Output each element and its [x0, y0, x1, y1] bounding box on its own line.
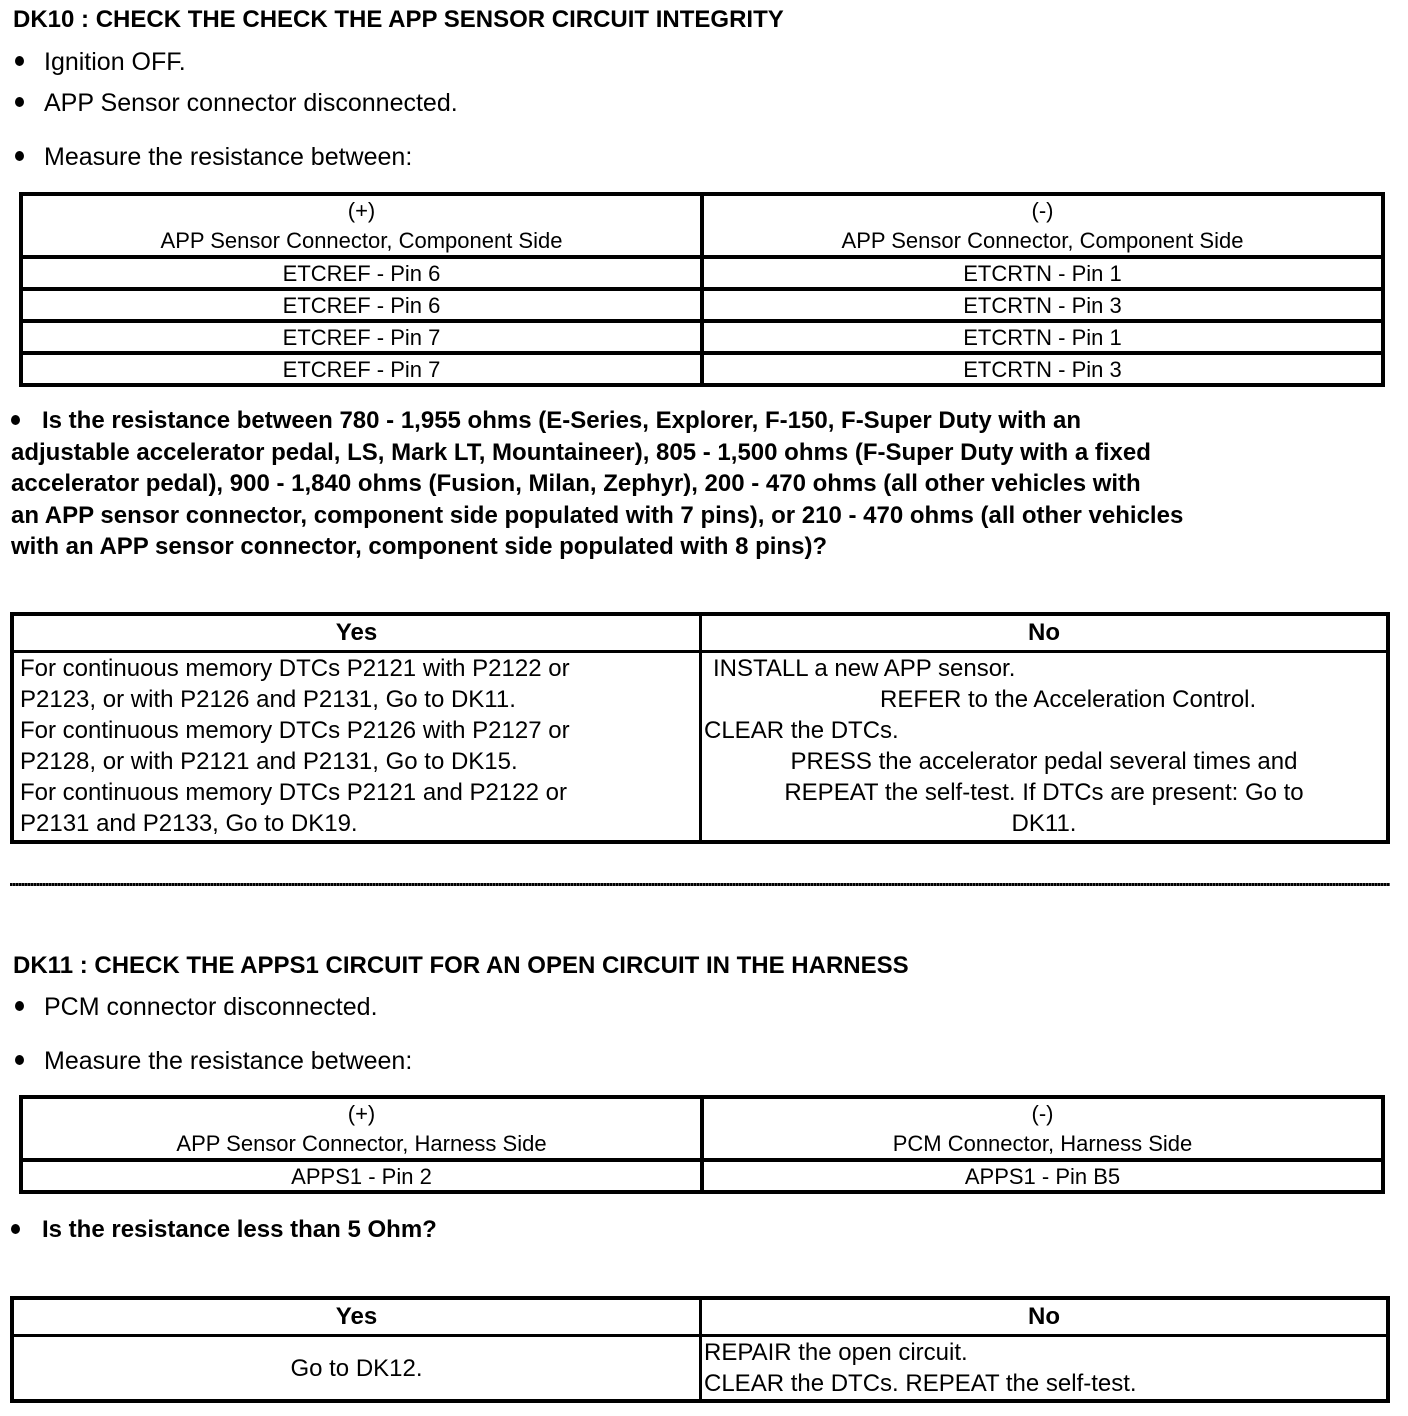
dk10-result-table — [10, 612, 1390, 844]
table-cell: ETCREF - Pin 7 — [23, 323, 700, 351]
table-cell: ETCREF - Pin 6 — [23, 259, 700, 287]
table-header-positive: (+) APP Sensor Connector, Component Side — [23, 196, 700, 255]
yes-cell: For continuous memory DTCs P2121 with P2122 or P2123, or with P2126 and P2131, Go to DK11. For continuous memory DTCs P2126 with P2127 or P2128, or with P2121 and P2131, Go to DK15. For continuous memory DTCs P2121 and P2122 or P2131 and P2133, Go to DK19. — [14, 653, 699, 840]
table-cell: ETCRTN - Pin 1 — [704, 259, 1381, 287]
no-cell: INSTALL a new APP sensor. REFER to the Acceleration Control. CLEAR the DTCs. PRESS the accelerator pedal several times and REPEAT the self-test. If DTCs are present: Go to DK11. — [702, 653, 1386, 840]
dk11-question: Is the resistance less than 5 Ohm? — [11, 1214, 437, 1246]
bullet-icon — [15, 97, 24, 107]
dk10-question: Is the resistance between 780 - 1,955 ohms (E-Series, Explorer, F-150, F-Super Duty with an adjustable accelerator pedal, LS, Mark LT, Mountaineer), 805 - 1,500 ohms (F-Super Duty with a fixed accelerator pedal), 900 - 1,840 ohms (Fusion, Milan, Zephyr), 200 - 470 ohms (all other vehicles with an APP sensor connector, component side populated with 7 pins), or 210 - 470 ohms (all other vehicles with an APP sensor connector, component side populated with 8 pins)? — [11, 407, 1184, 560]
table-cell: ETCREF - Pin 6 — [23, 291, 700, 319]
dk11-title: DK11 : CHECK THE APPS1 CIRCUIT FOR AN OPEN CIRCUIT IN THE HARNESS — [13, 952, 909, 979]
table-cell: APPS1 - Pin B5 — [704, 1162, 1381, 1190]
yes-header: Yes — [14, 616, 699, 650]
table-cell: ETCREF - Pin 7 — [23, 355, 700, 383]
bullet-icon — [11, 415, 20, 425]
no-header: No — [702, 616, 1386, 650]
dk10-step-3: Measure the resistance between: — [15, 142, 412, 172]
bullet-icon — [15, 56, 24, 66]
table-cell: ETCRTN - Pin 1 — [704, 323, 1381, 351]
section-divider — [10, 883, 1390, 886]
bullet-icon — [15, 151, 24, 161]
table-header-negative: (-) APP Sensor Connector, Component Side — [704, 196, 1381, 255]
table-cell: APPS1 - Pin 2 — [23, 1162, 700, 1190]
no-header: No — [702, 1300, 1386, 1334]
dk11-measure-table — [19, 1095, 1385, 1194]
dk11-step-1: PCM connector disconnected. — [15, 992, 378, 1022]
dk11-result-table — [10, 1296, 1390, 1403]
dk11-step-2: Measure the resistance between: — [15, 1046, 412, 1076]
table-header-positive: (+) APP Sensor Connector, Harness Side — [23, 1099, 700, 1158]
table-header-negative: (-) PCM Connector, Harness Side — [704, 1099, 1381, 1158]
dk10-title: DK10 : CHECK THE CHECK THE APP SENSOR CIRCUIT INTEGRITY — [13, 6, 784, 33]
dk10-step-2: APP Sensor connector disconnected. — [15, 88, 458, 118]
dk10-step-1: Ignition OFF. — [15, 47, 186, 77]
bullet-icon — [15, 1001, 24, 1011]
bullet-icon — [11, 1224, 20, 1234]
table-cell: ETCRTN - Pin 3 — [704, 291, 1381, 319]
bullet-icon — [15, 1055, 24, 1065]
yes-header: Yes — [14, 1300, 699, 1334]
dk10-measure-table — [19, 192, 1385, 387]
yes-cell: Go to DK12. — [14, 1337, 699, 1399]
table-cell: ETCRTN - Pin 3 — [704, 355, 1381, 383]
no-cell: REPAIR the open circuit. CLEAR the DTCs. REPEAT the self-test. — [702, 1337, 1386, 1399]
